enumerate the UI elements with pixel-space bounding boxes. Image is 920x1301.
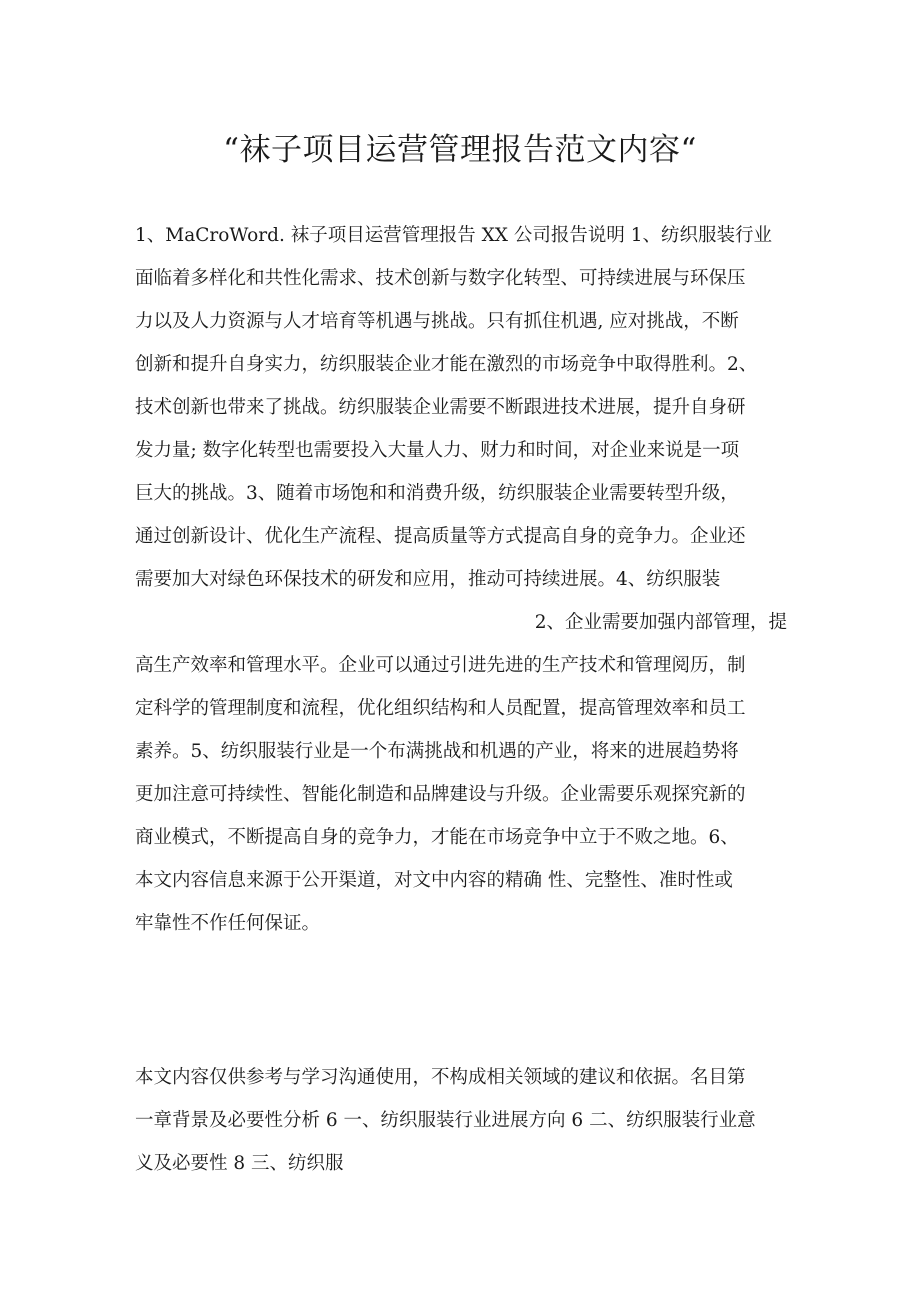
text-line: 高生产效率和管理水平。企业可以通过引进先进的生产技术和管理阅历，制 — [135, 655, 746, 676]
text-line: 定科学的管理制度和流程，优化组织结构和人员配置，提高管理效率和员工 — [135, 698, 746, 719]
text-line: 义及必要性 8 三、纺织服 — [135, 1153, 344, 1174]
text-line: 更加注意可持续性、智能化制造和品牌建设与升级。企业需要乐观探究新的 — [135, 784, 746, 805]
text-line: 需要加大对绿色环保技术的研发和应用，推动可持续进展。4、纺织服装 — [135, 569, 721, 590]
text-line: 发力量; 数字化转型也需要投入大量人力、财力和时间，对企业来说是一项 — [135, 440, 740, 461]
text-line: 通过创新设计、优化生产流程、提高质量等方式提高自身的竞争力。企业还 — [135, 526, 746, 547]
body-paragraph-1 — [135, 214, 795, 945]
text-line: 素养。5、纺织服装行业是一个布满挑战和机遇的产业，将来的进展趋势将 — [135, 741, 739, 762]
body-paragraph-2 — [135, 1056, 795, 1185]
text-line: 创新和提升自身实力，纺织服装企业才能在激烈的市场竞争中取得胜利。2、 — [135, 354, 758, 375]
text-line: 牢靠性不作任何保证。 — [135, 913, 321, 934]
text-line: 力以及人力资源与人才培育等机遇与挑战。只有抓住机遇, 应对挑战，不断 — [135, 311, 739, 332]
text-line-right-aligned: 2、企业需要加强内部管理，提 — [534, 612, 787, 633]
text-line: 商业模式，不断提高自身的竞争力，才能在市场竞争中立于不败之地。6、 — [135, 827, 739, 848]
text-line: 本文内容仅供参考与学习沟通使用，不构成相关领域的建议和依据。名目第 — [135, 1067, 746, 1088]
text-line: 一章背景及必要性分析 6 一、纺织服装行业进展方向 6 二、纺织服装行业意 — [135, 1110, 756, 1131]
document-title: “袜子项目运营管理报告范文内容“ — [223, 132, 697, 168]
text-line: 技术创新也带来了挑战。纺织服装企业需要不断跟进技术进展，提升自身研 — [135, 397, 746, 418]
text-line: 1、MaCroWord. 袜子项目运营管理报告 XX 公司报告说明 1、纺织服装行业 — [135, 225, 772, 246]
text-line: 巨大的挑战。3、随着市场饱和和消费升级，纺织服装企业需要转型升级， — [135, 483, 739, 504]
text-line: 本文内容信息来源于公开渠道，对文中内容的精确 性、完整性、准时性或 — [135, 870, 733, 891]
text-line: 面临着多样化和共性化需求、技术创新与数字化转型、可持续进展与环保压 — [135, 268, 746, 289]
